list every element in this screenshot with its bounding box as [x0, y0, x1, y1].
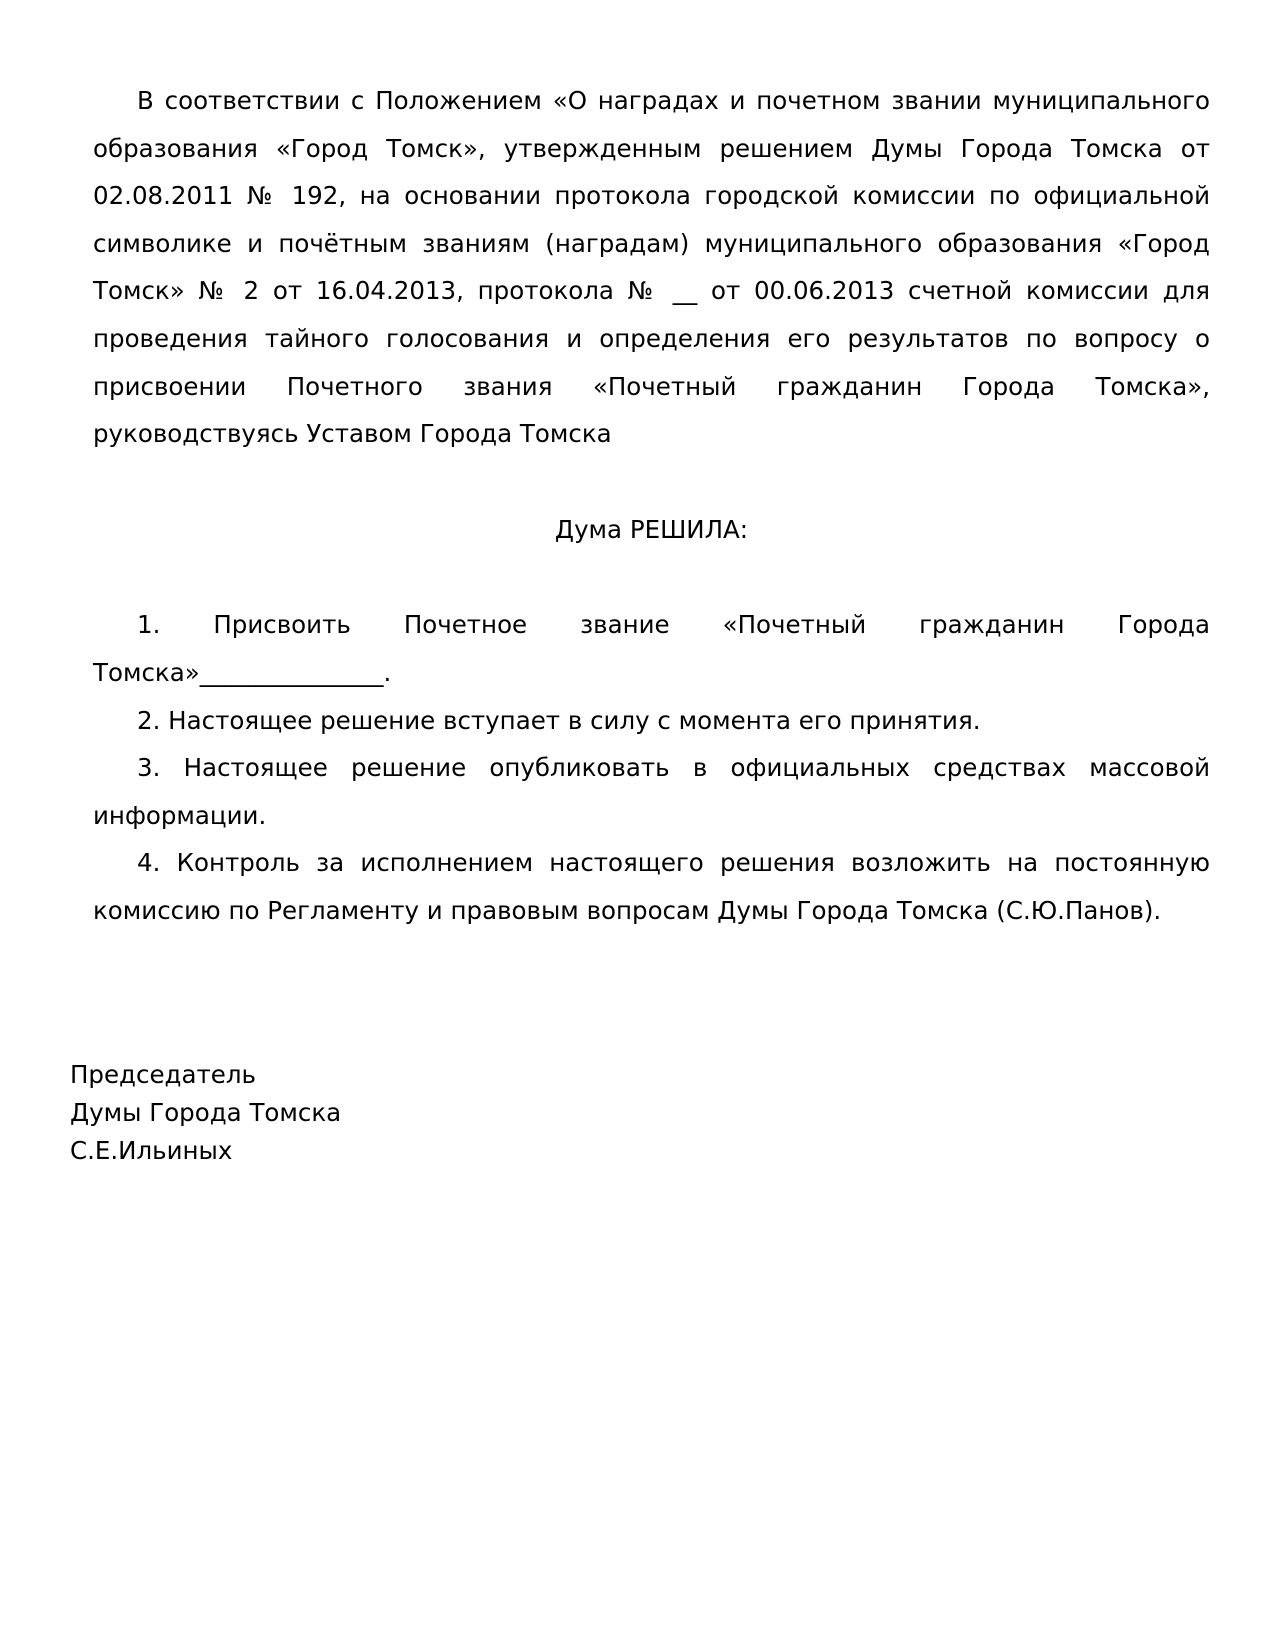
signature-name: С.Е.Ильиных	[70, 1136, 233, 1165]
decision-heading: Дума РЕШИЛА:	[554, 514, 749, 544]
decision-item-1: 1. Присвоить Почетное звание «Почетный гражданин Города Томска»_______________.	[93, 610, 1210, 687]
signature-title-line1: Председатель	[70, 1060, 256, 1089]
document-body	[93, 77, 1210, 935]
preamble-paragraph: В соответствии с Положением «О наградах и почетном звании муниципального образования «Город Томск», утвержденным решением Думы Города Томска от 02.08.2011 № 192, на основании протокола городской комиссии по официальной символике и почётным званиям (наградам) муниципального образования «Город Томск» № 2 от 16.04.2013, протокола № __ от 00.06.2013 счетной комиссии для проведения тайного голосования и определения его результатов по вопросу о присвоении Почетного звания «Почетный гражданин Города Томска», руководствуясь Уставом Города Томска	[93, 86, 1210, 449]
signature-block	[70, 1056, 341, 1170]
decision-item-2: 2. Настоящее решение вступает в силу с момента его принятия.	[137, 705, 981, 735]
signature-title-line2: Думы Города Томска	[70, 1098, 342, 1127]
decision-item-3: 3. Настоящее решение опубликовать в официальных средствах массовой информации.	[93, 753, 1210, 830]
decision-item-4: 4. Контроль за исполнением настоящего решения возложить на постоянную комиссию по Регламенту и правовым вопросам Думы Города Томска (С.Ю.Панов).	[93, 848, 1210, 925]
